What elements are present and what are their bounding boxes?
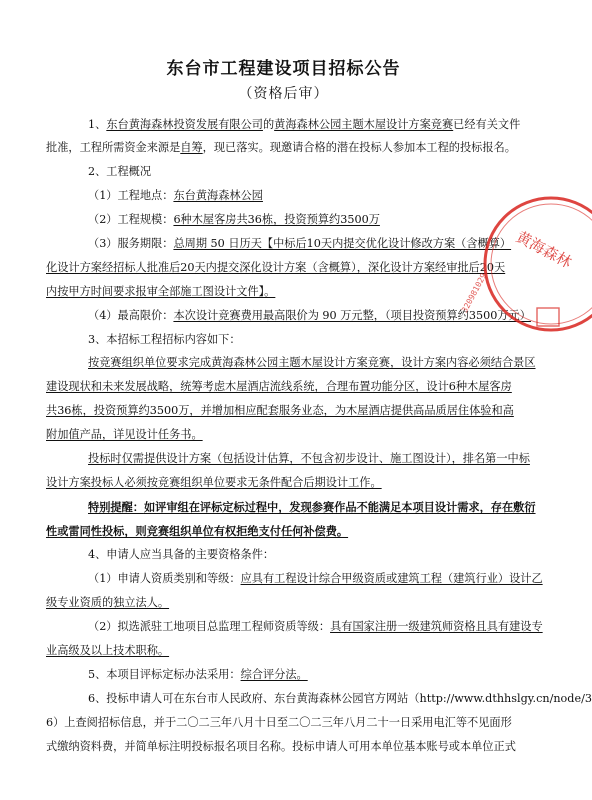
special-notice-line1: 特别提醒：如评审组在评标定标过程中，发现参赛作品不能满足本项目设计需求，存在敷衍 (88, 500, 536, 514)
p1-line2: 批准，工程所需资金来源是自筹，现已落实。现邀请合格的潜在投标人参加本工程的投标报名。 (46, 141, 516, 154)
seal-graphic (455, 188, 575, 338)
p1-line1: 1、东台黄海森林投资发展有限公司的黄海森林公园主题木屋设计方案竞赛已经有关文件 (88, 118, 521, 131)
seal-code: 320981029 (460, 271, 489, 315)
qualification-line2: 级专业资质的独立法人。 (46, 596, 170, 609)
scope-line1: 按竞赛组织单位要求完成黄海森林公园主题木屋设计方案竞赛，设计方案内容必须结合景区 (88, 356, 536, 369)
project-location: （1）工程地点：东台黄海森林公园 (88, 189, 263, 202)
project-scale: （2）工程规模：6种木屋客房共36栋，投资预算约3500万 (88, 213, 380, 226)
max-price: （4）最高限价：本次设计竞赛费用最高限价为 90 万元整，（项目投资预算约3500万元） (88, 309, 531, 322)
company-seal-icon (455, 188, 575, 338)
scope-line3: 共36栋，投资预算约3500万，并增加相应配套服务业态，为木屋酒店提供高品质居住体验和高 (46, 404, 514, 417)
section-2-heading: 2、工程概况 (88, 165, 152, 178)
bid-content-line2: 设计方案投标人必须按竞赛组织单位要求无条件配合后期设计工作。 (46, 476, 382, 489)
special-notice-line2: 性或雷同性投标，则竞赛组织单位有权拒绝支付任何补偿费。 (46, 524, 349, 538)
project-name: 黄海森林公园主题木屋设计方案竞赛 (274, 118, 454, 131)
bid-content-line1: 投标时仅需提供设计方案（包括设计估算，不包含初步设计、施工图设计），排名第一中标 (88, 452, 530, 465)
page-subtitle: （资格后审） (238, 86, 329, 102)
tenderer-name: 东台黄海森林投资发展有限公司 (106, 118, 263, 131)
supervisor-line1: （2）拟选派驻工地项目总监理工程师资质等级：具有国家注册一级建筑师资格且具有建设专 (88, 620, 543, 633)
section-4-heading: 4、申请人应当具备的主要资格条件： (88, 548, 275, 561)
scope-line4: 附加值产品，详见设计任务书。 (46, 428, 203, 441)
registration-line2: 6）上查阅招标信息，并于二〇二三年八月十日至二〇二三年八月二十一日采用电汇等不见面形 (46, 716, 512, 729)
service-period-line2: 化设计方案经招标人批准后20天内提交深化设计方案（含概算），深化设计方案经审批后20天 (46, 261, 506, 274)
page-title: 东台市工程建设项目招标公告 (166, 59, 401, 79)
service-period-line1: （3）服务期限：总周期 50 日历天【中标后10天内提交优化设计修改方案（含概算） (88, 237, 512, 250)
qualification-line1: （1）申请人资质类别和等级：应具有工程设计综合甲级资质或建筑工程（建筑行业）设计乙 (88, 572, 543, 585)
registration-line3: 式缴纳资料费，并简单标注明投标报名项目名称。投标申请人可用本单位基本账号或本单位正式 (46, 740, 516, 753)
evaluation-method: 5、本项目评标定标办法采用：综合评分法。 (88, 668, 308, 681)
registration-line1: 6、投标申请人可在东台市人民政府、东台黄海森林公园官方网站（http://www.dthhslgy.cn/node/3 (88, 692, 592, 705)
section-3-heading: 3、本招标工程招标内容如下： (88, 333, 241, 346)
supervisor-line2: 业高级及以上技术职称。 (46, 644, 170, 657)
funds-source: 自筹 (180, 141, 203, 154)
special-notice-label: 特别提醒： (88, 500, 144, 514)
seal-text: 黄海森林 (513, 227, 575, 272)
scope-line2: 建设现状和未来发展战略，统筹考虑木屋酒店流线系统，合理布置功能分区，设计6种木屋客房 (46, 380, 512, 393)
service-period-line3: 内按甲方时间要求报审全部施工图设计文件】。 (46, 285, 276, 298)
